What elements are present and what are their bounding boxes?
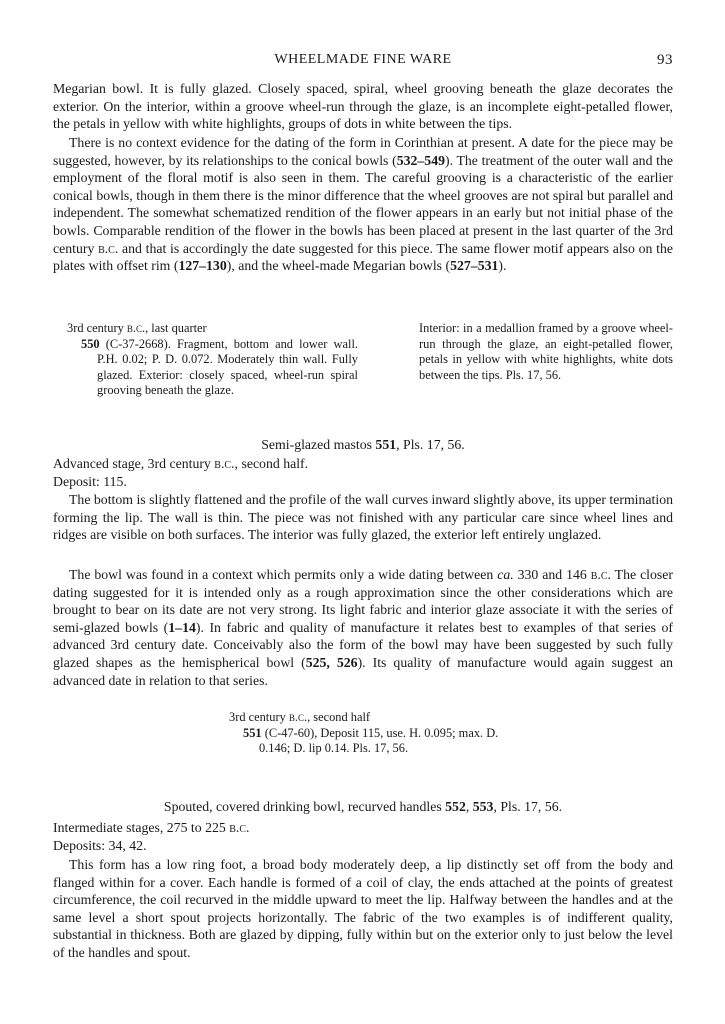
catalogue-number-551: 551 [243, 725, 262, 740]
section-heading-551: Semi-glazed mastos 551, Pls. 17, 56. [261, 437, 465, 452]
ref-plates-offset-rim: 127–130 [178, 258, 227, 274]
paragraph-megarian-bowl: Megarian bowl. It is fully glazed. Closely spaced, spiral, wheel grooving beneath the glaze decorates the exterior. On the interior, within a groove wheel-run through the glaze, is an incomplete eight-petalled flower, the petals in yellow with white highlights, groups of dots in white between the tips. [53, 81, 673, 132]
catalogue-description: 551 (C-47-60), Deposit 115, use. H. 0.095; max. D. 0.146; D. lip 0.14. Pls. 17, 56. [243, 725, 499, 756]
page-header [53, 52, 673, 72]
ref-conical-bowls: 532–549 [396, 152, 445, 168]
page-number: 93 [657, 52, 673, 68]
ref-hemispherical-bowl: 525, 526 [305, 654, 358, 670]
ref-semi-glazed-bowls: 1–14 [168, 619, 196, 635]
catalogue-date: 3rd century b.c., last quarter [67, 321, 207, 335]
paragraph-mastos-dating: The bowl was found in a context which permits only a wide dating between ca. 330 and 146 b.c. The closer dating suggested for it is intended only as a rough approximation since the other considerations which are brought to bear on its date are not very strong. Its light fabric and interior glaze associate it with the series of semi-glazed bowls (1–14). In fabric and quality of manufacture it relates best to examples of that series of advanced 3rd century date. Conceivably also the form of the bowl may have been suggested by such fully glazed shapes as the hemispherical bowl (525, 526). Its quality of manufacture would again suggest an advanced date in relation to that series. [53, 567, 674, 688]
deposits-552: Deposits: 34, 42. [53, 838, 147, 853]
catalogue-number-550: 550 [81, 336, 100, 351]
catalogue-entry-550-left [67, 321, 358, 399]
paragraph-dating-550: There is no context evidence for the dating of the form in Corinthian at present. A date for the piece may be suggested, however, by its relationships to the conical bowls (532–549). The treatment of the outer wall and the employment of the floral motif is also seen in them. The careful grooving is a characteristic of the earlier conical bowls, though in them there is the minor difference that the wheel grooves are not spiral but parallel and independent. The somewhat schematized rendition of the flower appears in an early but not initial phase of the bowls. Comparable rendition of the flower in the bowls has been placed at present in the last quarter of the 3rd century b.c. and that is accordingly the date suggested for this piece. The same flower motif appears also on the plates with offset rim (127–130), and the wheel-made Megarian bowls (527–531). [53, 135, 673, 274]
catalogue-date: 3rd century b.c., second half [229, 710, 371, 724]
stage-552: Intermediate stages, 275 to 225 b.c. [53, 820, 250, 835]
stage-551: Advanced stage, 3rd century b.c., second half. [53, 456, 309, 471]
ref-megarian-bowls: 527–531 [450, 258, 499, 274]
deposit-551: Deposit: 115. [53, 474, 127, 489]
section-heading-552-553: Spouted, covered drinking bowl, recurved handles 552, 553, Pls. 17, 56. [163, 799, 563, 814]
catalogue-entry-550-right: Interior: in a medallion framed by a groove wheel-run through the glaze, an eight-petalled flower, petals in yellow with white highlights, white dots between the tips. Pls. 17, 56. [419, 321, 673, 382]
catalogue-description: 550 (C-37-2668). Fragment, bottom and lower wall. P.H. 0.02; P. D. 0.072. Moderately thin wall. Fully glazed. Exterior: closely spaced, wheel-run spiral grooving beneath the glaze. [81, 336, 358, 398]
paragraph-drinking-bowl: This form has a low ring foot, a broad body moderately deep, a lip distinctly set off from the body and flanged within for a cover. Each handle is formed of a coil of clay, the ends attached at the points of greatest circumference, the coil recurved in the middle upward to meet the lip. Halfway between the handles and at the same level a short spout projects horizontally. The fabric of the two examples is of indifferent quality, substantial in thickness. Both are glazed by dipping, fully within but on the exterior only to just below the level of the handles and spout. [53, 857, 673, 960]
paragraph-mastos-description: The bottom is slightly flattened and the profile of the wall curves inward slightly above, its upper termination forming the lip. The wall is thin. The piece was not finished with any particular care since wheel lines and ridges are visible on both surfaces. The interior was fully glazed, the exterior left entirely unglazed. [53, 492, 673, 543]
running-title: WHEELMADE FINE WARE [274, 52, 452, 67]
catalogue-entry-551 [229, 710, 517, 757]
